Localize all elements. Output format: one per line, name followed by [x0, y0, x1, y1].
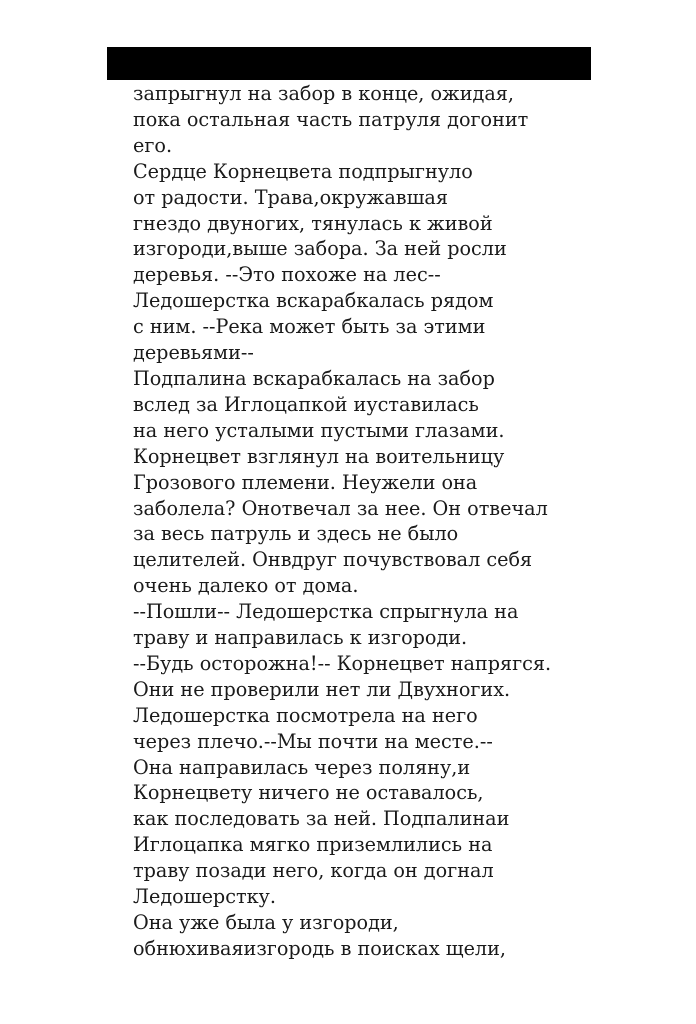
text-line-17: заболела? Онотвечал за нее. Он отвечал: [133, 496, 548, 520]
text-line-10: с ним. --Река может быть за этими: [133, 315, 486, 339]
text-line-16: Грозового племени. Неужели она: [133, 470, 478, 494]
text-line-15: Корнецвет взглянул на воительницу: [133, 444, 505, 468]
text-line-18: за весь патруль и здесь не было: [133, 522, 459, 546]
text-line-29: как последовать за ней. Подпалинаи: [133, 807, 510, 831]
text-line-2: пока остальная часть патруля догонит: [133, 107, 529, 131]
text-line-9: Ледошерстка вскарабкалась рядом: [133, 289, 494, 313]
text-line-1: запрыгнул на забор в конце, ожидая,: [133, 82, 514, 105]
text-line-23: --Будь осторожна!-- Корнецвет напрягся.: [133, 651, 552, 675]
text-line-34: обнюхиваяизгородь в поисках щели,: [133, 936, 507, 960]
text-line-7: изгороди,выше забора. За ней росли: [133, 237, 507, 261]
text-line-21: --Пошли-- Ледошерстка спрыгнула на: [133, 600, 519, 624]
text-line-31: траву позади него, когда он догнал: [133, 859, 494, 883]
text-line-25: Ледошерстка посмотрела на него: [133, 703, 478, 727]
text-line-27: Она направилась через поляну,и: [133, 755, 471, 779]
text-line-20: очень далеко от дома.: [133, 574, 359, 598]
text-line-11: деревьями--: [133, 341, 254, 365]
text-line-30: Иглоцапка мягко приземлились на: [133, 833, 493, 857]
text-line-12: Подпалина вскарабкалась на забор: [133, 366, 495, 390]
text-line-5: от радости. Трава,окружавшая: [133, 185, 448, 209]
text-line-28: Корнецвету ничего не оставалось,: [133, 781, 484, 805]
text-line-26: через плечо.--Мы почти на месте.--: [133, 729, 493, 753]
text-line-3: его.: [133, 133, 173, 157]
text-line-14: на него усталыми пустыми глазами.: [133, 418, 505, 442]
text-line-33: Она уже была у изгороди,: [133, 911, 399, 934]
text-line-6: гнездо двуногих, тянулась к живой: [133, 211, 493, 235]
text-line-8: деревья. --Это похоже на лес--: [133, 263, 441, 287]
text-line-32: Ледошерстку.: [133, 885, 276, 909]
text-line-24: Они не проверили нет ли Двухногих.: [133, 677, 511, 701]
document-text: [133, 81, 583, 962]
text-line-4: Сердце Корнецвета подпрыгнуло: [133, 159, 473, 183]
text-line-22: траву и направилась к изгороди.: [133, 626, 468, 650]
text-line-13: вслед за Иглоцапкой иуставилась: [133, 392, 479, 416]
redaction-bar: [107, 47, 591, 80]
text-line-19: целителей. Онвдруг почувствовал себя: [133, 548, 533, 572]
